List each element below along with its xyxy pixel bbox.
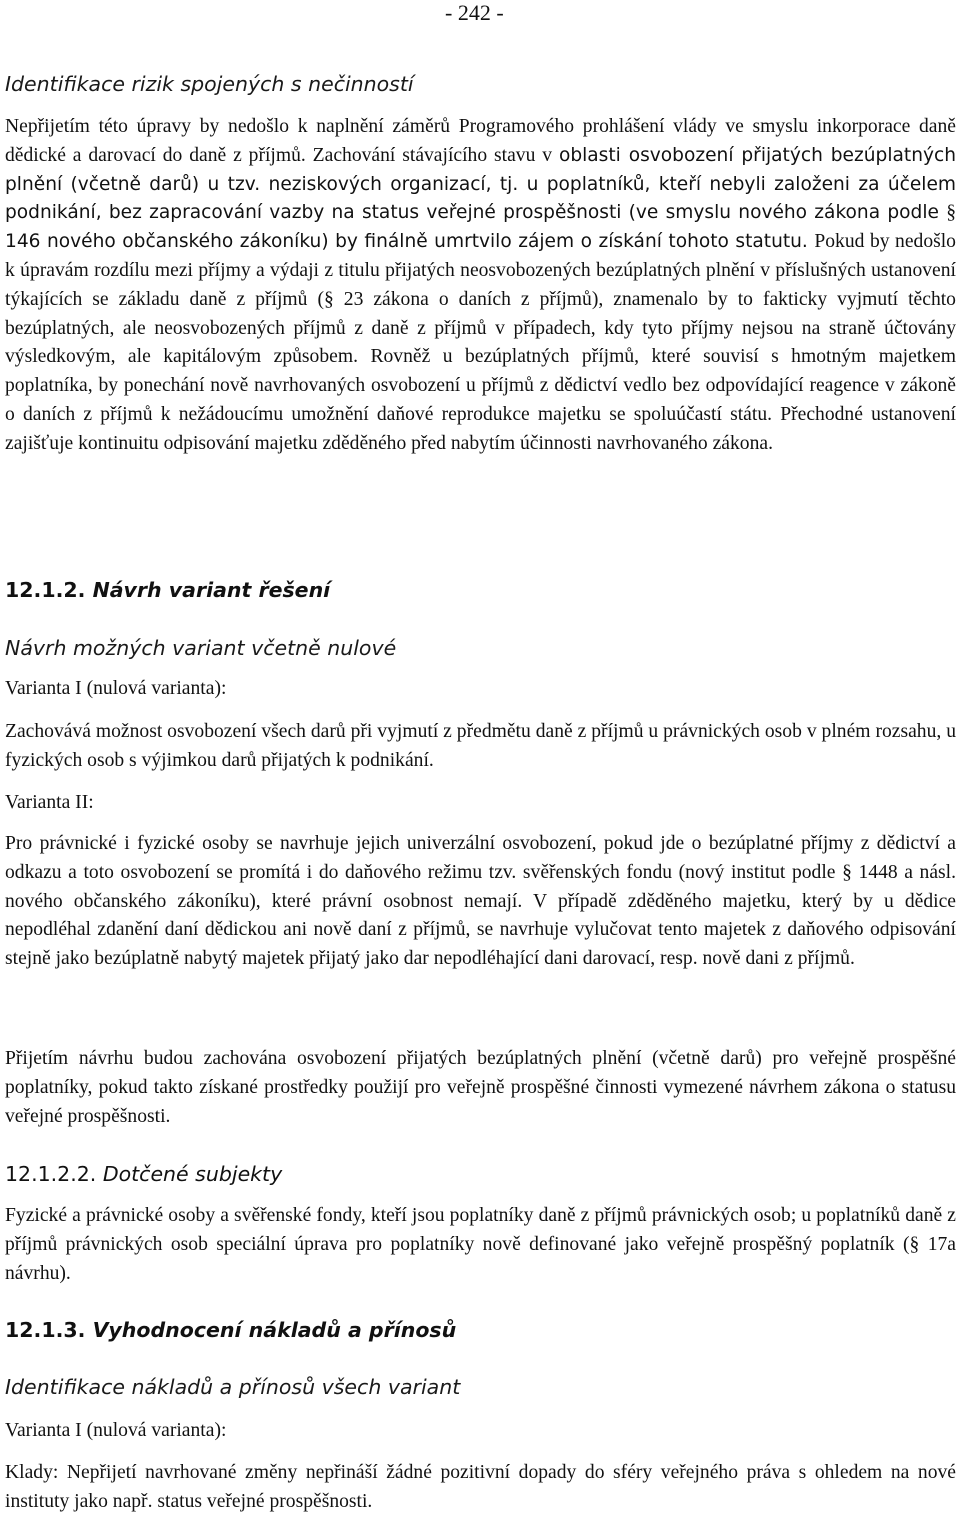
- subjects-text: [5, 1202, 956, 1288]
- page-number: - 242 -: [445, 0, 504, 25]
- heading-variants: [5, 576, 330, 604]
- heading-risks: Identifikace rizik spojených s nečinností: [5, 72, 414, 96]
- subjects-text-1: Fyzické a právnické osoby a svěřenské fondy, kteří jsou poplatníky daně z příjmů právnických osob; u poplatníků daně z příjmů právnických osob speciální úprava pro poplatníky nově definované jako veřejně prospěšný poplatník (: [5, 1205, 956, 1255]
- evaluation-cons: [5, 1459, 956, 1517]
- section-sign-placeholder: §: [946, 202, 956, 224]
- risks-text-4: Pokud by nedošlo k úpravám rozdílu mezi příjmy a výdaji z titulu přijatých neosvobozených bezúplatných plnění v příslušných ustanovení týkajících se základu daně z příjmů (: [5, 231, 956, 310]
- risks-text-6: Rovněž u bezúplatných příjmů, které souvisí s hmotným majetkem poplatníka, by ponechání nově navrhovaných osvobození u příjmů z dědictví vedlo bez odpovídající reagence v zákoně o daních z příjmů k nežádoucímu umožnění daňové reprodukce majetku se spoluúčastí státu. Přechodné ustanovení zajišťuje kontinuitu odpisování majetku zděděného před nabytím účinnosti navrhovaného zákona.: [5, 346, 956, 454]
- heading-variants-title: Návrh variant řešení: [92, 578, 331, 602]
- variant1-label: Varianta I (nulová varianta):: [5, 678, 227, 699]
- heading-subjects-number: 12.1.2.2.: [5, 1162, 97, 1186]
- variant2-text-2: 1448 a násl. nového občanského zákoníku), které právní osobnost nemají. V případě zděděného majetku, který by u dědice nepodléhal zdanění daní dědickou ani nově daní z příjmů, se navrhuje vylučovat tento majetek z daňového odpisování stejně jako bezúplatně nabytý majetek přijatý jako dar nepodléhající dani darovací, resp. nově dani z příjmů.: [5, 861, 956, 970]
- cons-text: Nepřijetí navrhované změny nepřináší žádné pozitivní dopady do sféry veřejného práva s ohledem na nové instituty jako např. status veřejné prospěšnosti.: [5, 1462, 956, 1512]
- heading-evaluation-title: Vyhodnocení nákladů a přínosů: [92, 1318, 457, 1342]
- risks-text-1: Nepřijetím této úpravy by nedošlo k naplnění záměrů Programového prohlášení vlády ve smyslu inkorporace daně dědické a darovací do daně z příjmů. Zachování stávajícího stavu v: [5, 116, 956, 166]
- risks-text-5: 23 zákona o daních z příjmů), znamenalo by to fakticky vyjmutí těchto bezúplatných, ale neosvobozených příjmů z daně z příjmů v případech, kdy tyto příjmy nejsou na straně účtovány výsledkovým, ale kapitálovým způsobem.: [5, 288, 956, 368]
- risks-text-2: oblasti osvobození přijatých bezúplatných plnění (včetně darů) u tzv. neziskových organizací, tj. u poplatníků, kteří nebyli založeni za účelem podnikání, bez zapracování vazby na status veřejné prospěšnosti (ve smyslu nového zákona podle: [5, 144, 956, 224]
- subjects-text-2: 17a návrhu).: [5, 1233, 956, 1284]
- paragraph-risks: [5, 113, 956, 459]
- heading-subjects-title: Dotčené subjekty: [102, 1162, 283, 1186]
- heading-subjects: [5, 1160, 282, 1188]
- heading-evaluation-number: 12.1.3.: [5, 1318, 86, 1342]
- subheading-evaluation: Identifikace nákladů a přínosů všech variant: [5, 1375, 461, 1399]
- heading-evaluation: [5, 1316, 456, 1344]
- subheading-variants: Návrh možných variant včetně nulové: [5, 636, 397, 660]
- section-sign-placeholder: §: [323, 288, 334, 310]
- variant2-text-1: Pro právnické i fyzické osoby se navrhuje jejich univerzální osvobození, pokud jde o bezúplatné příjmy z dědictví a odkazu a toto osvobození se promítá i do daňového režimu tzv. svěřenských fondu (nový institut podle: [5, 833, 956, 883]
- variant2-label: Varianta II:: [5, 792, 94, 813]
- adoption-text: Přijetím návrhu budou zachována osvobození přijatých bezúplatných plnění (včetně darů) pro veřejně prospěšné poplatníky, pokud takto získané prostředky použijí pro veřejně prospěšné činnosti vymezené návrhem zákona o statusu veřejné prospěšnosti.: [5, 1048, 956, 1127]
- heading-variants-number: 12.1.2.: [5, 578, 86, 602]
- variant2-text: [5, 830, 956, 974]
- evaluation-variant1-label: Varianta I (nulová varianta):: [5, 1420, 227, 1441]
- section-sign-placeholder: §: [909, 1233, 920, 1255]
- cons-label: Klady:: [5, 1462, 59, 1483]
- section-sign-placeholder: §: [842, 861, 852, 883]
- risks-text-3: 146 nového občanského zákoníku) by finálně umrtvilo zájem o získání tohoto statutu.: [5, 231, 815, 253]
- variant1-text: Zachovává možnost osvobození všech darů při vyjmutí z předmětu daně z příjmů u právnických osob v plném rozsahu, u fyzických osob s výjimkou darů přijatých k podnikání.: [5, 721, 956, 771]
